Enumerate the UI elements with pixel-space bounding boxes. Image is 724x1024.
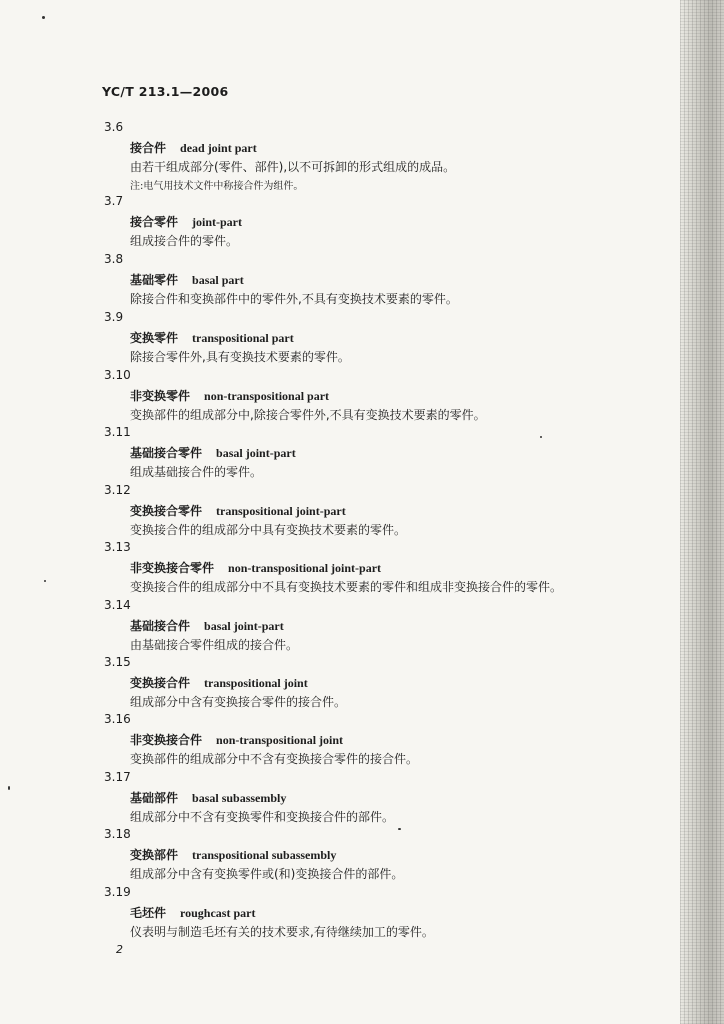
scan-speck xyxy=(8,786,10,790)
term xyxy=(130,731,343,748)
term-en: non-transpositional part xyxy=(204,389,330,403)
scan-edge-noise xyxy=(680,0,724,1024)
term-en: basal subassembly xyxy=(192,791,287,805)
clause-number: 3.17 xyxy=(104,770,131,784)
term-zh: 变换零件 xyxy=(130,331,179,345)
term xyxy=(130,329,294,346)
term-en: basal joint-part xyxy=(216,446,296,460)
term-en: non-transpositional joint-part xyxy=(228,561,382,575)
term-zh: 非变换零件 xyxy=(130,389,191,403)
term-en: basal part xyxy=(192,273,244,287)
definition: 由若干组成部分(零件、部件),以不可拆卸的形式组成的成品。 xyxy=(130,160,456,174)
term xyxy=(130,444,296,461)
clause-number: 3.19 xyxy=(104,885,131,899)
definition: 变换接合件的组成部分中具有变换技术要素的零件。 xyxy=(130,523,407,537)
clause-number: 3.9 xyxy=(104,310,124,324)
term xyxy=(130,387,329,404)
clause-number: 3.13 xyxy=(104,540,131,554)
definition: 由基础接合零件组成的接合件。 xyxy=(130,638,299,652)
scan-speck xyxy=(398,828,401,830)
term-en: basal joint-part xyxy=(204,619,284,633)
term-en: roughcast part xyxy=(180,906,256,920)
definition: 变换接合件的组成部分中不具有变换技术要素的零件和组成非变换接合件的零件。 xyxy=(130,580,563,594)
clause-number: 3.7 xyxy=(104,194,124,208)
clause-number: 3.8 xyxy=(104,252,124,266)
clause-number: 3.10 xyxy=(104,368,131,382)
term-zh: 基础部件 xyxy=(130,791,179,805)
term xyxy=(130,502,346,519)
term-zh: 变换部件 xyxy=(130,848,179,862)
term xyxy=(130,846,336,863)
definition: 组成基础接合件的零件。 xyxy=(130,465,263,479)
term xyxy=(130,789,286,806)
scan-speck xyxy=(42,16,45,19)
document-header: YC/T 213.1—2006 xyxy=(102,84,229,99)
term xyxy=(130,617,284,634)
term-en: joint-part xyxy=(192,215,243,229)
term-zh: 变换接合件 xyxy=(130,676,191,690)
definition: 除接合零件外,具有变换技术要素的零件。 xyxy=(130,350,350,364)
definition: 仪表明与制造毛坯有关的技术要求,有待继续加工的零件。 xyxy=(130,925,434,939)
definition: 变换部件的组成部分中,除接合零件外,不具有变换技术要素的零件。 xyxy=(130,408,486,422)
term-zh: 基础零件 xyxy=(130,273,179,287)
term-zh: 基础接合件 xyxy=(130,619,191,633)
term-en: transpositional joint-part xyxy=(216,504,346,518)
term-zh: 非变换接合零件 xyxy=(130,561,215,575)
term-en: non-transpositional joint xyxy=(216,733,344,747)
term xyxy=(130,271,244,288)
term-zh: 接合零件 xyxy=(130,215,179,229)
clause-number: 3.18 xyxy=(104,827,131,841)
term-en: transpositional part xyxy=(192,331,294,345)
term xyxy=(130,213,242,230)
definition: 组成部分中不含有变换零件和变换接合件的部件。 xyxy=(130,810,395,824)
clause-number: 3.12 xyxy=(104,483,131,497)
clause-number: 3.15 xyxy=(104,655,131,669)
scan-speck xyxy=(540,436,542,438)
definition: 变换部件的组成部分中不含有变换接合零件的接合件。 xyxy=(130,752,419,766)
term xyxy=(130,674,308,691)
clause-number: 3.16 xyxy=(104,712,131,726)
definition: 组成部分中含有变换零件或(和)变换接合件的部件。 xyxy=(130,867,404,881)
page-number: 2 xyxy=(116,943,123,956)
term-en: dead joint part xyxy=(180,141,257,155)
note: 注:电气用技术文件中称接合件为组件。 xyxy=(130,181,304,192)
definition: 除接合件和变换部件中的零件外,不具有变换技术要素的零件。 xyxy=(130,292,458,306)
definition: 组成接合件的零件。 xyxy=(130,234,239,248)
term-en: transpositional joint xyxy=(204,676,308,690)
term xyxy=(130,904,255,921)
term-zh: 毛坯件 xyxy=(130,906,167,920)
term-zh: 基础接合零件 xyxy=(130,446,203,460)
clause-number: 3.14 xyxy=(104,598,131,612)
clause-number: 3.11 xyxy=(104,425,131,439)
term xyxy=(130,559,381,576)
clause-number: 3.6 xyxy=(104,120,124,134)
scan-speck xyxy=(44,580,46,582)
term-zh: 接合件 xyxy=(130,141,167,155)
term xyxy=(130,139,257,156)
term-zh: 变换接合零件 xyxy=(130,504,203,518)
term-zh: 非变换接合件 xyxy=(130,733,203,747)
term-en: transpositional subassembly xyxy=(192,848,337,862)
definition: 组成部分中含有变换接合零件的接合件。 xyxy=(130,695,347,709)
